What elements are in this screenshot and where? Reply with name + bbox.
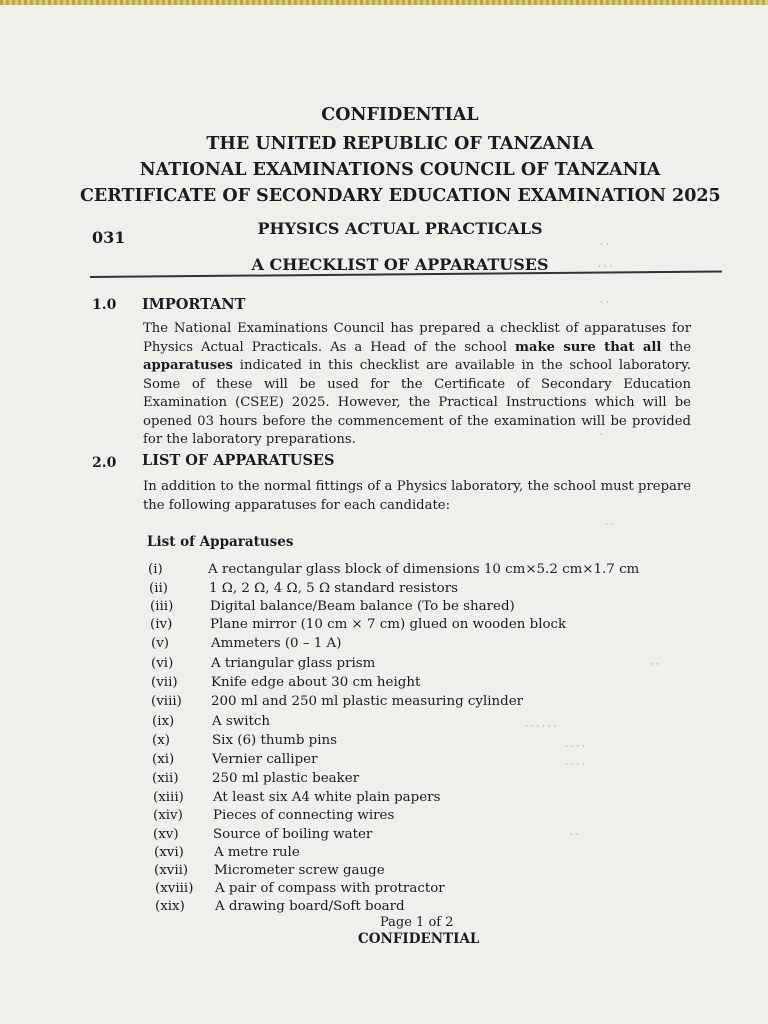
exam-title: CERTIFICATE OF SECONDARY EDUCATION EXAMINATION 2025 bbox=[80, 186, 721, 206]
para-bold: apparatuses bbox=[143, 358, 233, 373]
scan-speck: · bbox=[600, 430, 603, 440]
item-number: (ix) bbox=[152, 714, 175, 729]
section-2-paragraph: In addition to the normal fittings of a Physics laboratory, the school must prepare the following apparatuses for each candidate: bbox=[143, 479, 691, 513]
item-text: Knife edge about 30 cm height bbox=[211, 675, 421, 690]
item-text: Vernier calliper bbox=[212, 752, 318, 767]
item-text: A pair of compass with protractor bbox=[215, 881, 445, 896]
council-title: NATIONAL EXAMINATIONS COUNCIL OF TANZANIA bbox=[139, 160, 661, 180]
para-text: the bbox=[661, 339, 691, 355]
item-number: (x) bbox=[152, 733, 171, 748]
item-number: (vi) bbox=[151, 656, 174, 671]
item-number: (xv) bbox=[153, 827, 179, 842]
item-number: (v) bbox=[151, 636, 170, 651]
top-border bbox=[0, 0, 768, 5]
item-number: (iv) bbox=[150, 617, 173, 632]
item-text: Six (6) thumb pins bbox=[212, 733, 337, 748]
item-number: (ii) bbox=[149, 581, 169, 596]
para-bold: make sure that all bbox=[514, 339, 662, 355]
scan-speck: · · bbox=[600, 298, 609, 308]
item-text: A triangular glass prism bbox=[211, 656, 376, 671]
item-number: (xi) bbox=[152, 752, 175, 767]
item-text: 1 Ω, 2 Ω, 4 Ω, 5 Ω standard resistors bbox=[209, 581, 459, 596]
page-number: Page 1 of 2 bbox=[380, 915, 454, 930]
item-number: (i) bbox=[148, 562, 163, 577]
item-number: (iii) bbox=[150, 599, 174, 614]
section-2-title: LIST OF APPARATUSES bbox=[142, 452, 335, 469]
para-text: indicated in this checklist are available in the school laboratory. Some of these will be used for the Certificate of Secondary Education Examination (CSEE) 2025. However, the Practical Instructions which will be opened 03 hours before the commencement of the examination will be provided for the laboratory preparations. bbox=[143, 358, 691, 447]
item-number: (xix) bbox=[155, 899, 185, 914]
item-text: A switch bbox=[212, 714, 271, 729]
item-number: (viii) bbox=[151, 694, 182, 709]
item-text: Source of boiling water bbox=[213, 827, 373, 842]
document-header bbox=[80, 102, 720, 209]
item-number: (xviii) bbox=[155, 881, 194, 896]
para-text: The National Examinations Council has prepared a checklist of apparatuses for Physics Actual Practicals. As a Head of the school bbox=[143, 321, 691, 355]
item-text: A rectangular glass block of dimensions 10 cm×5.2 cm×1.7 cm bbox=[208, 562, 640, 577]
subject-code: 031 bbox=[92, 228, 126, 247]
item-number: (xvi) bbox=[154, 845, 184, 860]
item-text: At least six A4 white plain papers bbox=[213, 790, 441, 805]
item-number: (xii) bbox=[152, 771, 179, 786]
item-text: A drawing board/Soft board bbox=[215, 899, 405, 914]
checklist-title: A CHECKLIST OF APPARATUSES bbox=[251, 255, 549, 274]
item-text: A metre rule bbox=[214, 845, 300, 860]
scan-speck: · · · · bbox=[565, 742, 586, 752]
section-1-title: IMPORTANT bbox=[142, 296, 246, 313]
item-text: Digital balance/Beam balance (To be shared) bbox=[210, 599, 515, 614]
item-number: (xiv) bbox=[153, 808, 183, 823]
item-text: Pieces of connecting wires bbox=[213, 808, 395, 823]
item-number: (vii) bbox=[151, 675, 178, 690]
subject-title: PHYSICS ACTUAL PRACTICALS bbox=[257, 219, 543, 238]
scan-speck: · · bbox=[570, 830, 579, 840]
section-1-number: 1.0 bbox=[92, 297, 117, 313]
scan-speck: · · bbox=[650, 660, 659, 670]
republic-title: THE UNITED REPUBLIC OF TANZANIA bbox=[206, 134, 594, 154]
scan-speck: · · · bbox=[598, 262, 613, 272]
item-number: (xvii) bbox=[154, 863, 189, 878]
scan-speck: · · · · bbox=[565, 760, 586, 770]
item-text: Ammeters (0 – 1 A) bbox=[211, 636, 342, 651]
confidential-label: CONFIDENTIAL bbox=[321, 105, 479, 125]
footer-confidential: CONFIDENTIAL bbox=[358, 931, 480, 947]
scan-speck: · · bbox=[605, 520, 614, 530]
item-number: (xiii) bbox=[153, 790, 184, 805]
scan-speck: · · · · · · bbox=[525, 722, 557, 732]
item-text: 250 ml plastic beaker bbox=[212, 771, 360, 786]
item-text: 200 ml and 250 ml plastic measuring cylinder bbox=[211, 694, 524, 709]
scan-speck: · · bbox=[600, 240, 609, 250]
section-2-number: 2.0 bbox=[92, 455, 117, 471]
item-text: Plane mirror (10 cm × 7 cm) glued on wooden block bbox=[210, 617, 567, 632]
section-1-paragraph bbox=[143, 320, 691, 450]
list-heading: List of Apparatuses bbox=[147, 534, 294, 550]
item-text: Micrometer screw gauge bbox=[214, 863, 385, 878]
